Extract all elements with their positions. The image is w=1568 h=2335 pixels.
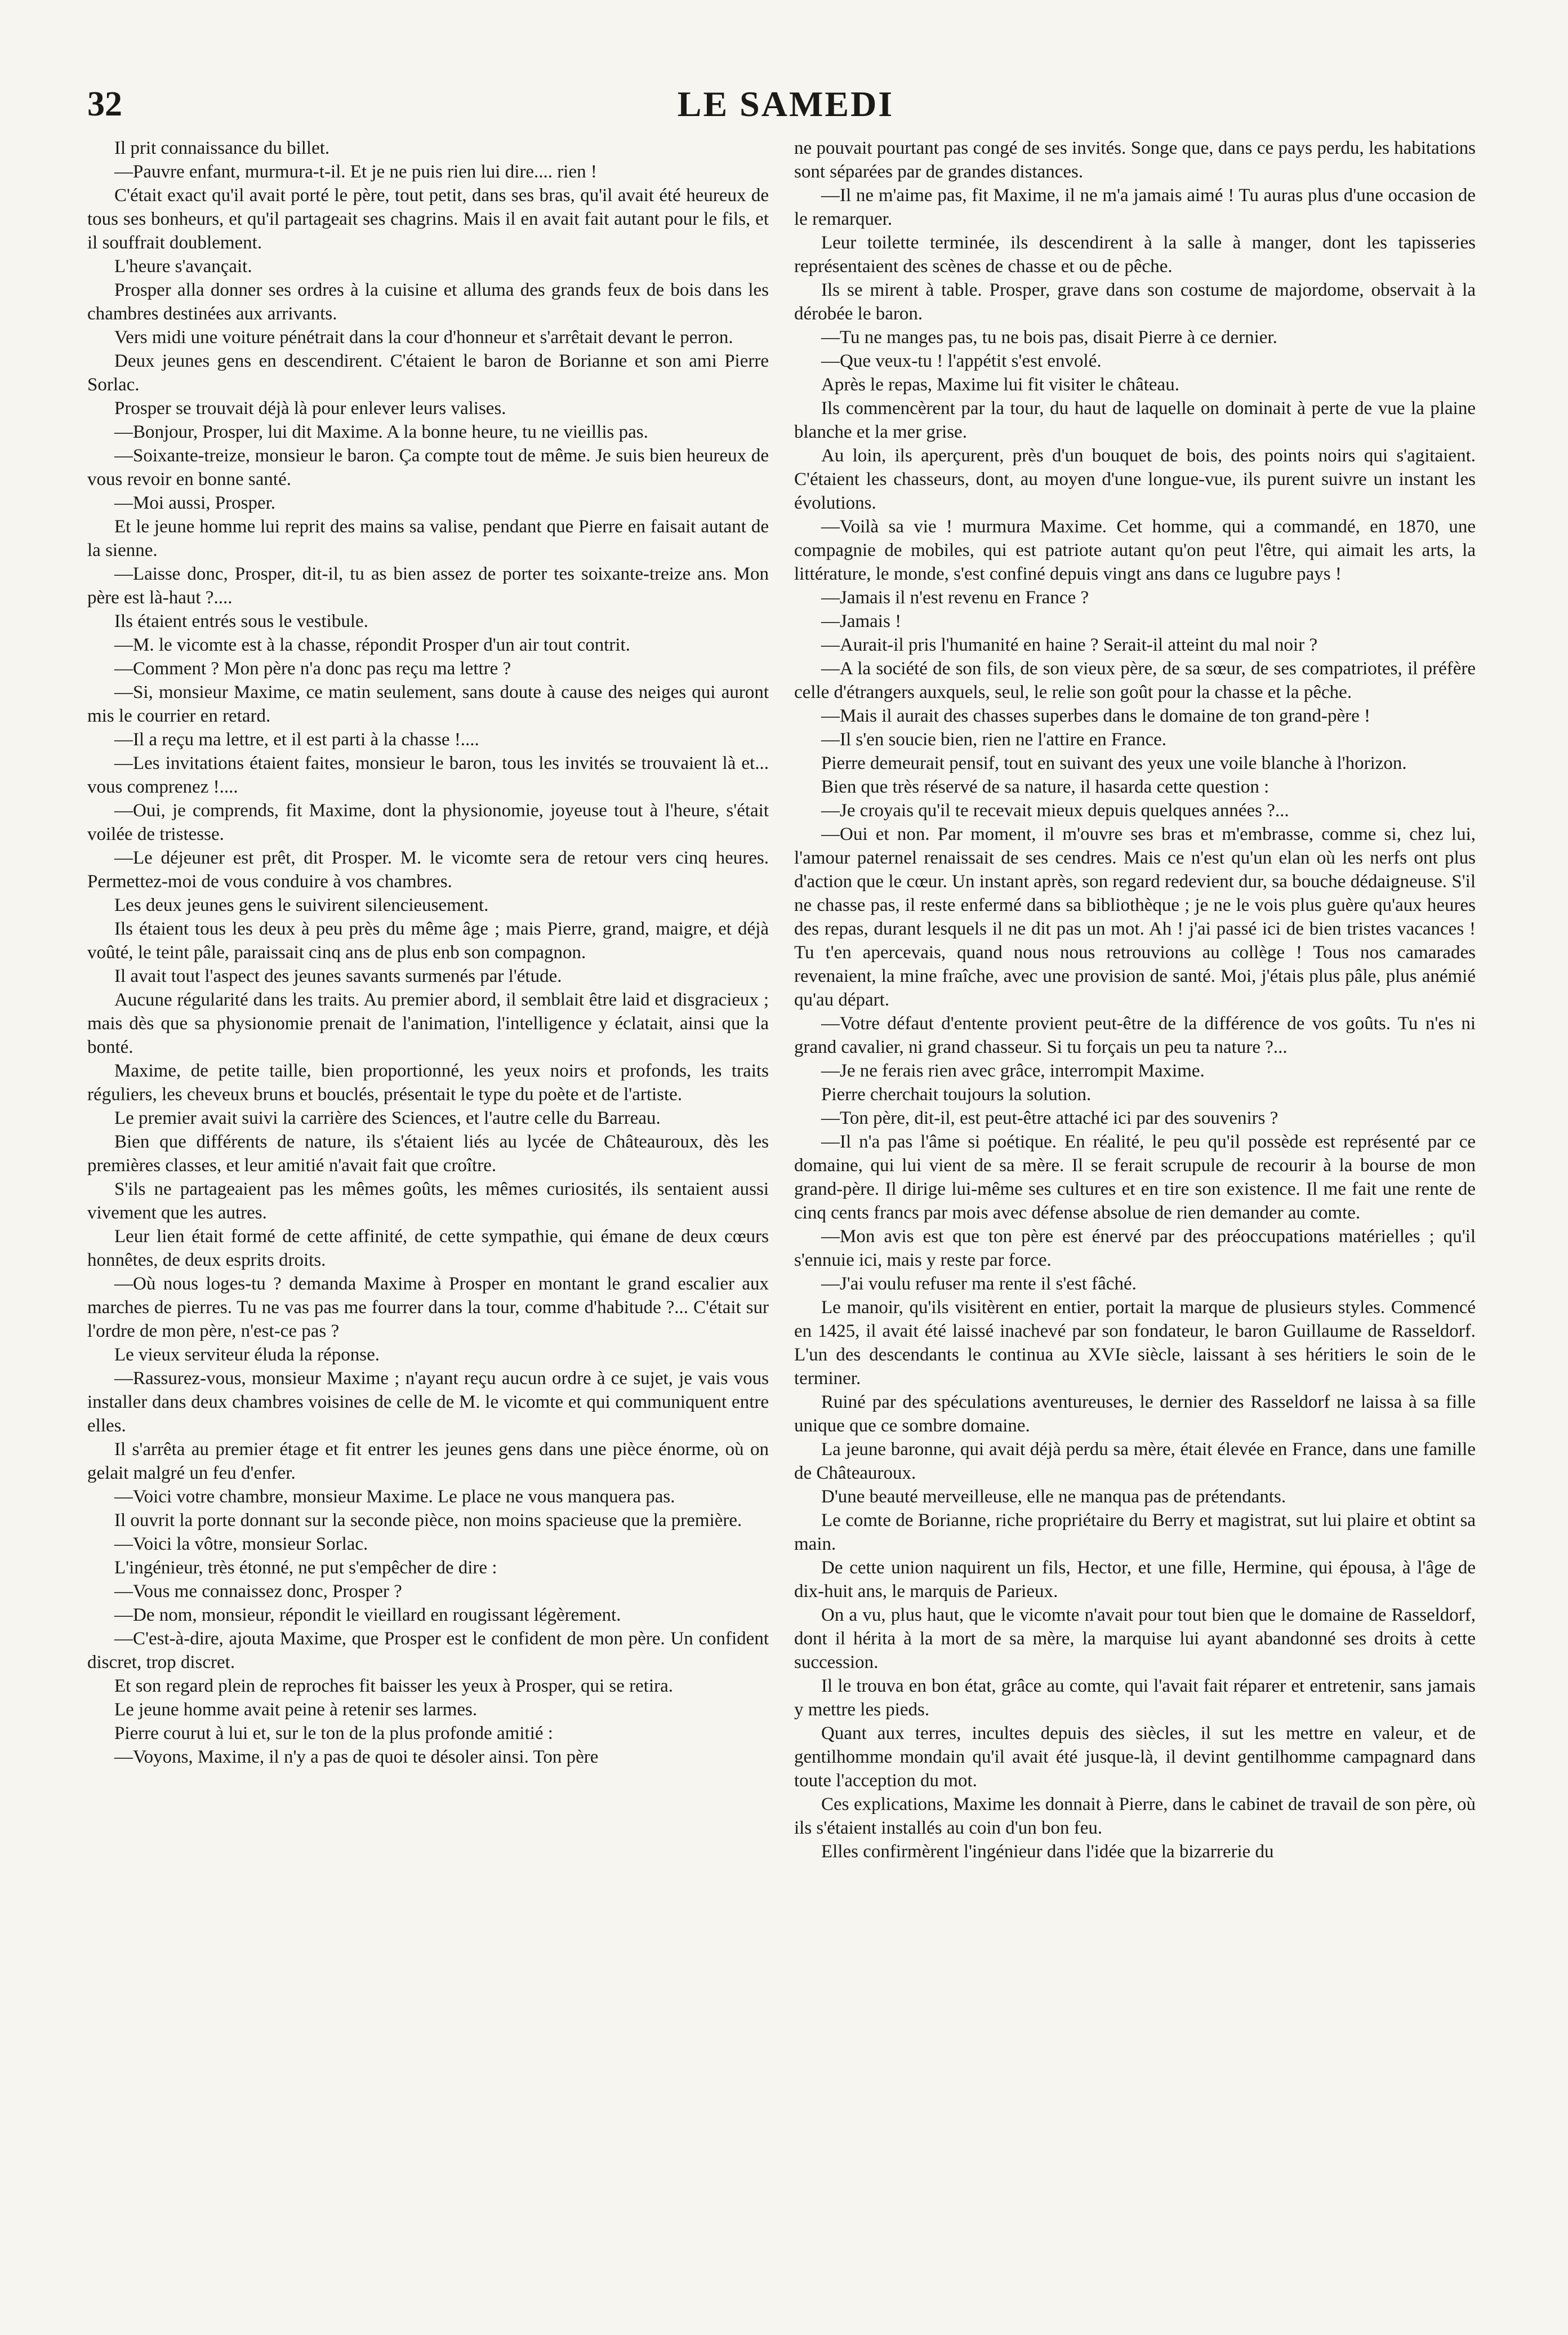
paragraph: —Soixante-treize, monsieur le baron. Ça compte tout de même. Je suis bien heureux de vous revoir en bonne santé.: [87, 446, 769, 490]
paragraph: Pierre demeurait pensif, tout en suivant des yeux une voile blanche à l'horizon.: [821, 753, 1407, 773]
paragraph: —Que veux-tu ! l'appétit s'est envolé.: [821, 351, 1102, 371]
paragraph: Le premier avait suivi la carrière des Sciences, et l'autre celle du Barreau.: [114, 1108, 661, 1128]
paragraph: Deux jeunes gens en descendirent. C'étaient le baron de Borianne et son ami Pierre Sorlac.: [87, 351, 769, 395]
paragraph: Il prit connaissance du billet.: [114, 138, 330, 158]
paragraph: —De nom, monsieur, répondit le vieillard en rougissant légèrement.: [114, 1605, 621, 1625]
paragraph: —Voici votre chambre, monsieur Maxime. Le place ne vous manquera pas.: [114, 1487, 675, 1507]
paragraph: Quant aux terres, incultes depuis des siècles, il sut les mettre en valeur, et de gentilhomme mondain qu'il avait été jusque-là, il devint gentilhomme campagnard dans toute l'acception du mot.: [794, 1723, 1476, 1791]
paragraph: —Si, monsieur Maxime, ce matin seulement, sans doute à cause des neiges qui auront mis le courrier en retard.: [87, 682, 769, 726]
paragraph: —Vous me connaissez donc, Prosper ?: [114, 1581, 402, 1602]
paragraph: Le comte de Borianne, riche propriétaire du Berry et magistrat, sut lui plaire et obtint sa main.: [794, 1510, 1476, 1554]
paragraph: Bien que très réservé de sa nature, il hasarda cette question :: [821, 777, 1269, 797]
running-title: LE SAMEDI: [677, 84, 894, 124]
paragraph: Aucune régularité dans les traits. Au premier abord, il semblait être laid et disgracieux ; mais dès que sa physionomie prenait de l'animation, l'intelligence y éclatait, ainsi que la bonté.: [87, 990, 769, 1057]
page-header: [87, 79, 1484, 130]
paragraph: —Où nous loges-tu ? demanda Maxime à Prosper en montant le grand escalier aux marches de pierres. Tu ne vas pas me fourrer dans la tour, comme d'habitude ?... C'était sur l'ordre de mon père, n'est-ce pas ?: [87, 1274, 769, 1341]
paragraph: Pierre cherchait toujours la solution.: [821, 1084, 1092, 1105]
paragraph: —C'est-à-dire, ajouta Maxime, que Prosper est le confident de mon père. Un confident discret, trop discret.: [87, 1629, 769, 1673]
paragraph: Ces explications, Maxime les donnait à Pierre, dans le cabinet de travail de son père, où ils s'étaient installés au coin d'un bon feu.: [794, 1794, 1476, 1838]
paragraph: De cette union naquirent un fils, Hector, et une fille, Hermine, qui épousa, à l'âge de dix-huit ans, le marquis de Parieux.: [794, 1558, 1476, 1602]
paragraph: —Jamais il n'est revenu en France ?: [821, 588, 1089, 608]
paragraph: Il ouvrit la porte donnant sur la seconde pièce, non moins spacieuse que la première.: [114, 1510, 742, 1531]
paragraph: Et son regard plein de reproches fit baisser les yeux à Prosper, qui se retira.: [114, 1676, 674, 1696]
paragraph: —Comment ? Mon père n'a donc pas reçu ma lettre ?: [114, 659, 511, 679]
paragraph: —Je ne ferais rien avec grâce, interrompit Maxime.: [821, 1061, 1205, 1081]
paragraph: —Il ne m'aime pas, fit Maxime, il ne m'a jamais aimé ! Tu auras plus d'une occasion de le remarquer.: [794, 185, 1476, 229]
paragraph: Prosper se trouvait déjà là pour enlever leurs valises.: [114, 398, 506, 419]
paragraph: —J'ai voulu refuser ma rente il s'est fâché.: [821, 1274, 1137, 1294]
paragraph: —Ton père, dit-il, est peut-être attaché ici par des souvenirs ?: [821, 1108, 1279, 1128]
paragraph: Les deux jeunes gens le suivirent silencieusement.: [114, 895, 489, 915]
paragraph: —Il n'a pas l'âme si poétique. En réalité, le peu qu'il possède est représenté par ce domaine, qui lui vient de sa mère. Il se ferait scrupule de recourir à la bourse de mon grand-père. Il dirige lui-même ses cultures et en tire son existence. Il me fait une rente de cinq cents francs par mois avec défense absolue de rien demander au comte.: [794, 1132, 1476, 1223]
paragraph: —Jamais !: [821, 611, 902, 631]
paragraph: Le vieux serviteur éluda la réponse.: [114, 1345, 380, 1365]
paragraph: Il avait tout l'aspect des jeunes savants surmenés par l'étude.: [114, 966, 562, 986]
paragraph: —Mon avis est que ton père est énervé par des préoccupations matérielles ; qu'il s'ennuie ici, mais y reste par force.: [794, 1226, 1476, 1270]
paragraph: C'était exact qu'il avait porté le père, tout petit, dans ses bras, qu'il avait été heureux de tous ses bonheurs, et qu'il partageait ses chagrins. Mais il en avait fait autant pour le fils, et il souffrait doublement.: [87, 185, 769, 253]
paragraph: Leur lien était formé de cette affinité, de cette sympathie, qui émane de deux cœurs honnêtes, de deux esprits droits.: [87, 1226, 769, 1270]
paragraph: —Voyons, Maxime, il n'y a pas de quoi te désoler ainsi. Ton père: [114, 1747, 599, 1767]
paragraph: Après le repas, Maxime lui fit visiter le château.: [821, 375, 1179, 395]
paragraph: Ils commencèrent par la tour, du haut de laquelle on dominait à perte de vue la plaine blanche et la mer grise.: [794, 398, 1476, 442]
paragraph: —Oui, je comprends, fit Maxime, dont la physionomie, joyeuse tout à l'heure, s'était voilée de tristesse.: [87, 800, 769, 844]
paragraph: Elles confirmèrent l'ingénieur dans l'idée que la bizarrerie du: [821, 1842, 1274, 1862]
right-column: [794, 136, 1476, 2277]
paragraph: Prosper alla donner ses ordres à la cuisine et alluma des grands feux de bois dans les chambres destinées aux arrivants.: [87, 280, 769, 324]
paragraph: —Pauvre enfant, murmura-t-il. Et je ne puis rien lui dire.... rien !: [114, 162, 597, 182]
paragraph: Il le trouva en bon état, grâce au comte, qui l'avait fait réparer et entretenir, sans jamais y mettre les pieds.: [794, 1676, 1476, 1720]
paragraph: —Je croyais qu'il te recevait mieux depuis quelques années ?...: [821, 800, 1289, 821]
paragraph: Et le jeune homme lui reprit des mains sa valise, pendant que Pierre en faisait autant de la sienne.: [87, 517, 769, 561]
paragraph: La jeune baronne, qui avait déjà perdu sa mère, était élevée en France, dans une famille de Châteauroux.: [794, 1439, 1476, 1483]
paragraph: —Voici la vôtre, monsieur Sorlac.: [114, 1534, 368, 1554]
paragraph: Ils étaient tous les deux à peu près du même âge ; mais Pierre, grand, maigre, et déjà voûté, le teint pâle, paraissait cinq ans de plus enb son compagnon.: [87, 919, 769, 963]
paragraph: Ruiné par des spéculations aventureuses, le dernier des Rasseldorf ne laissa à sa fille unique que ce sombre domaine.: [794, 1392, 1476, 1436]
paragraph: —Le déjeuner est prêt, dit Prosper. M. le vicomte sera de retour vers cinq heures. Permettez-moi de vous conduire à vos chambres.: [87, 848, 769, 892]
paragraph: —M. le vicomte est à la chasse, répondit Prosper d'un air tout contrit.: [114, 635, 630, 655]
paragraph: Leur toilette terminée, ils descendirent à la salle à manger, dont les tapisseries représentaient des scènes de chasse et ou de pêche.: [794, 233, 1476, 277]
page-number: 32: [87, 85, 122, 123]
paragraph: Il s'arrêta au premier étage et fit entrer les jeunes gens dans une pièce énorme, où on gelait malgré un feu d'enfer.: [87, 1439, 769, 1483]
paragraph: —Il a reçu ma lettre, et il est parti à la chasse !....: [114, 730, 479, 750]
paragraph: L'ingénieur, très étonné, ne put s'empêcher de dire :: [114, 1558, 497, 1578]
paragraph: —Tu ne manges pas, tu ne bois pas, disait Pierre à ce dernier.: [821, 327, 1277, 348]
paragraph: —Moi aussi, Prosper.: [114, 493, 276, 513]
paragraph: —Votre défaut d'entente provient peut-être de la différence de vos goûts. Tu n'es ni grand cavalier, ni grand chasseur. Si tu forçais un peu ta nature ?...: [794, 1013, 1476, 1057]
paragraph: —Il s'en soucie bien, rien ne l'attire en France.: [821, 730, 1166, 750]
paragraph: —Laisse donc, Prosper, dit-il, tu as bien assez de porter tes soixante-treize ans. Mon père est là-haut ?....: [87, 564, 769, 608]
paragraph: Pierre courut à lui et, sur le ton de la plus profonde amitié :: [114, 1723, 553, 1744]
paragraph: Le jeune homme avait peine à retenir ses larmes.: [114, 1700, 478, 1720]
paragraph: ne pouvait pourtant pas congé de ses invités. Songe que, dans ce pays perdu, les habitations sont séparées par de grandes distances.: [794, 138, 1476, 182]
paragraph: Ils se mirent à table. Prosper, grave dans son costume de majordome, observait à la dérobée le baron.: [794, 280, 1476, 324]
paragraph: L'heure s'avançait.: [114, 256, 252, 277]
paragraph: Au loin, ils aperçurent, près d'un bouquet de bois, des points noirs qui s'agitaient. C'étaient les chasseurs, dont, au moyen d'une longue-vue, ils purent suivre un instant les évolutions.: [794, 446, 1476, 513]
paragraph: Bien que différents de nature, ils s'étaient liés au lycée de Châteauroux, dès les premières classes, et leur amitié n'avait fait que croître.: [87, 1132, 769, 1176]
paragraph: —Mais il aurait des chasses superbes dans le domaine de ton grand-père !: [821, 706, 1371, 726]
paragraph: On a vu, plus haut, que le vicomte n'avait pour tout bien que le domaine de Rasseldorf, dont il hérita à la mort de sa mère, la marquise lui ayant abandonné ses droits à cette succession.: [794, 1605, 1476, 1673]
paragraph: —Oui et non. Par moment, il m'ouvre ses bras et m'embrasse, comme si, chez lui, l'amour paternel renaissait de ses cendres. Mais ce n'est qu'un elan où les nerfs ont plus d'action que le cœur. Un instant après, son regard redevient dur, sa bouche dédaigneuse. S'il ne chasse pas, il reste enfermé dans sa bibliothèque ; je ne le vois plus guère qu'aux heures des repas, durant lesquels il ne dit pas un mot. Ah ! j'ai passé ici de bien tristes vacances ! Tu t'en apercevais, quand nous nous retrouvions au collège ! Tous nos camarades revenaient, la mine fraîche, avec une provision de santé. Moi, j'étais plus pâle, plus anémié qu'au départ.: [794, 824, 1476, 1010]
paragraph: —Bonjour, Prosper, lui dit Maxime. A la bonne heure, tu ne vieillis pas.: [114, 422, 648, 442]
paragraph: —Aurait-il pris l'humanité en haine ? Serait-il atteint du mal noir ?: [821, 635, 1318, 655]
paragraph: S'ils ne partageaient pas les mêmes goûts, les mêmes curiosités, ils sentaient aussi vivement que les autres.: [87, 1179, 769, 1223]
paragraph: —Les invitations étaient faites, monsieur le baron, tous les invités se trouvaient là et... vous comprenez !....: [87, 753, 769, 797]
paragraph: —Voilà sa vie ! murmura Maxime. Cet homme, qui a commandé, en 1870, une compagnie de mobiles, qui est patriote autant qu'on peut l'être, qui aimait les arts, la littérature, le monde, s'est confiné depuis vingt ans dans ce lugubre pays !: [794, 517, 1476, 584]
paragraph: Vers midi une voiture pénétrait dans la cour d'honneur et s'arrêtait devant le perron.: [114, 327, 733, 348]
paragraph: D'une beauté merveilleuse, elle ne manqua pas de prétendants.: [821, 1487, 1286, 1507]
paragraph: Ils étaient entrés sous le vestibule.: [114, 611, 368, 631]
paragraph: —A la société de son fils, de son vieux père, de sa sœur, de ses compatriotes, il préfère celle d'étrangers auxquels, seul, le relie son goût pour la chasse et la pêche.: [794, 659, 1476, 702]
paragraph: —Rassurez-vous, monsieur Maxime ; n'ayant reçu aucun ordre à ce sujet, je vais vous installer dans deux chambres voisines de celle de M. le vicomte et qui communiquent entre elles.: [87, 1368, 769, 1436]
paragraph: Le manoir, qu'ils visitèrent en entier, portait la marque de plusieurs styles. Commencé en 1425, il avait été laissé inachevé par son fondateur, le baron Guillaume de Rasseldorf. L'un des descendants le continua au XVIe siècle, laissant à ses héritiers le soin de le terminer.: [794, 1297, 1476, 1389]
paragraph: Maxime, de petite taille, bien proportionné, les yeux noirs et profonds, les traits réguliers, les cheveux bruns et bouclés, présentait le type du poète et de l'artiste.: [87, 1061, 769, 1105]
left-column: [87, 136, 769, 2277]
